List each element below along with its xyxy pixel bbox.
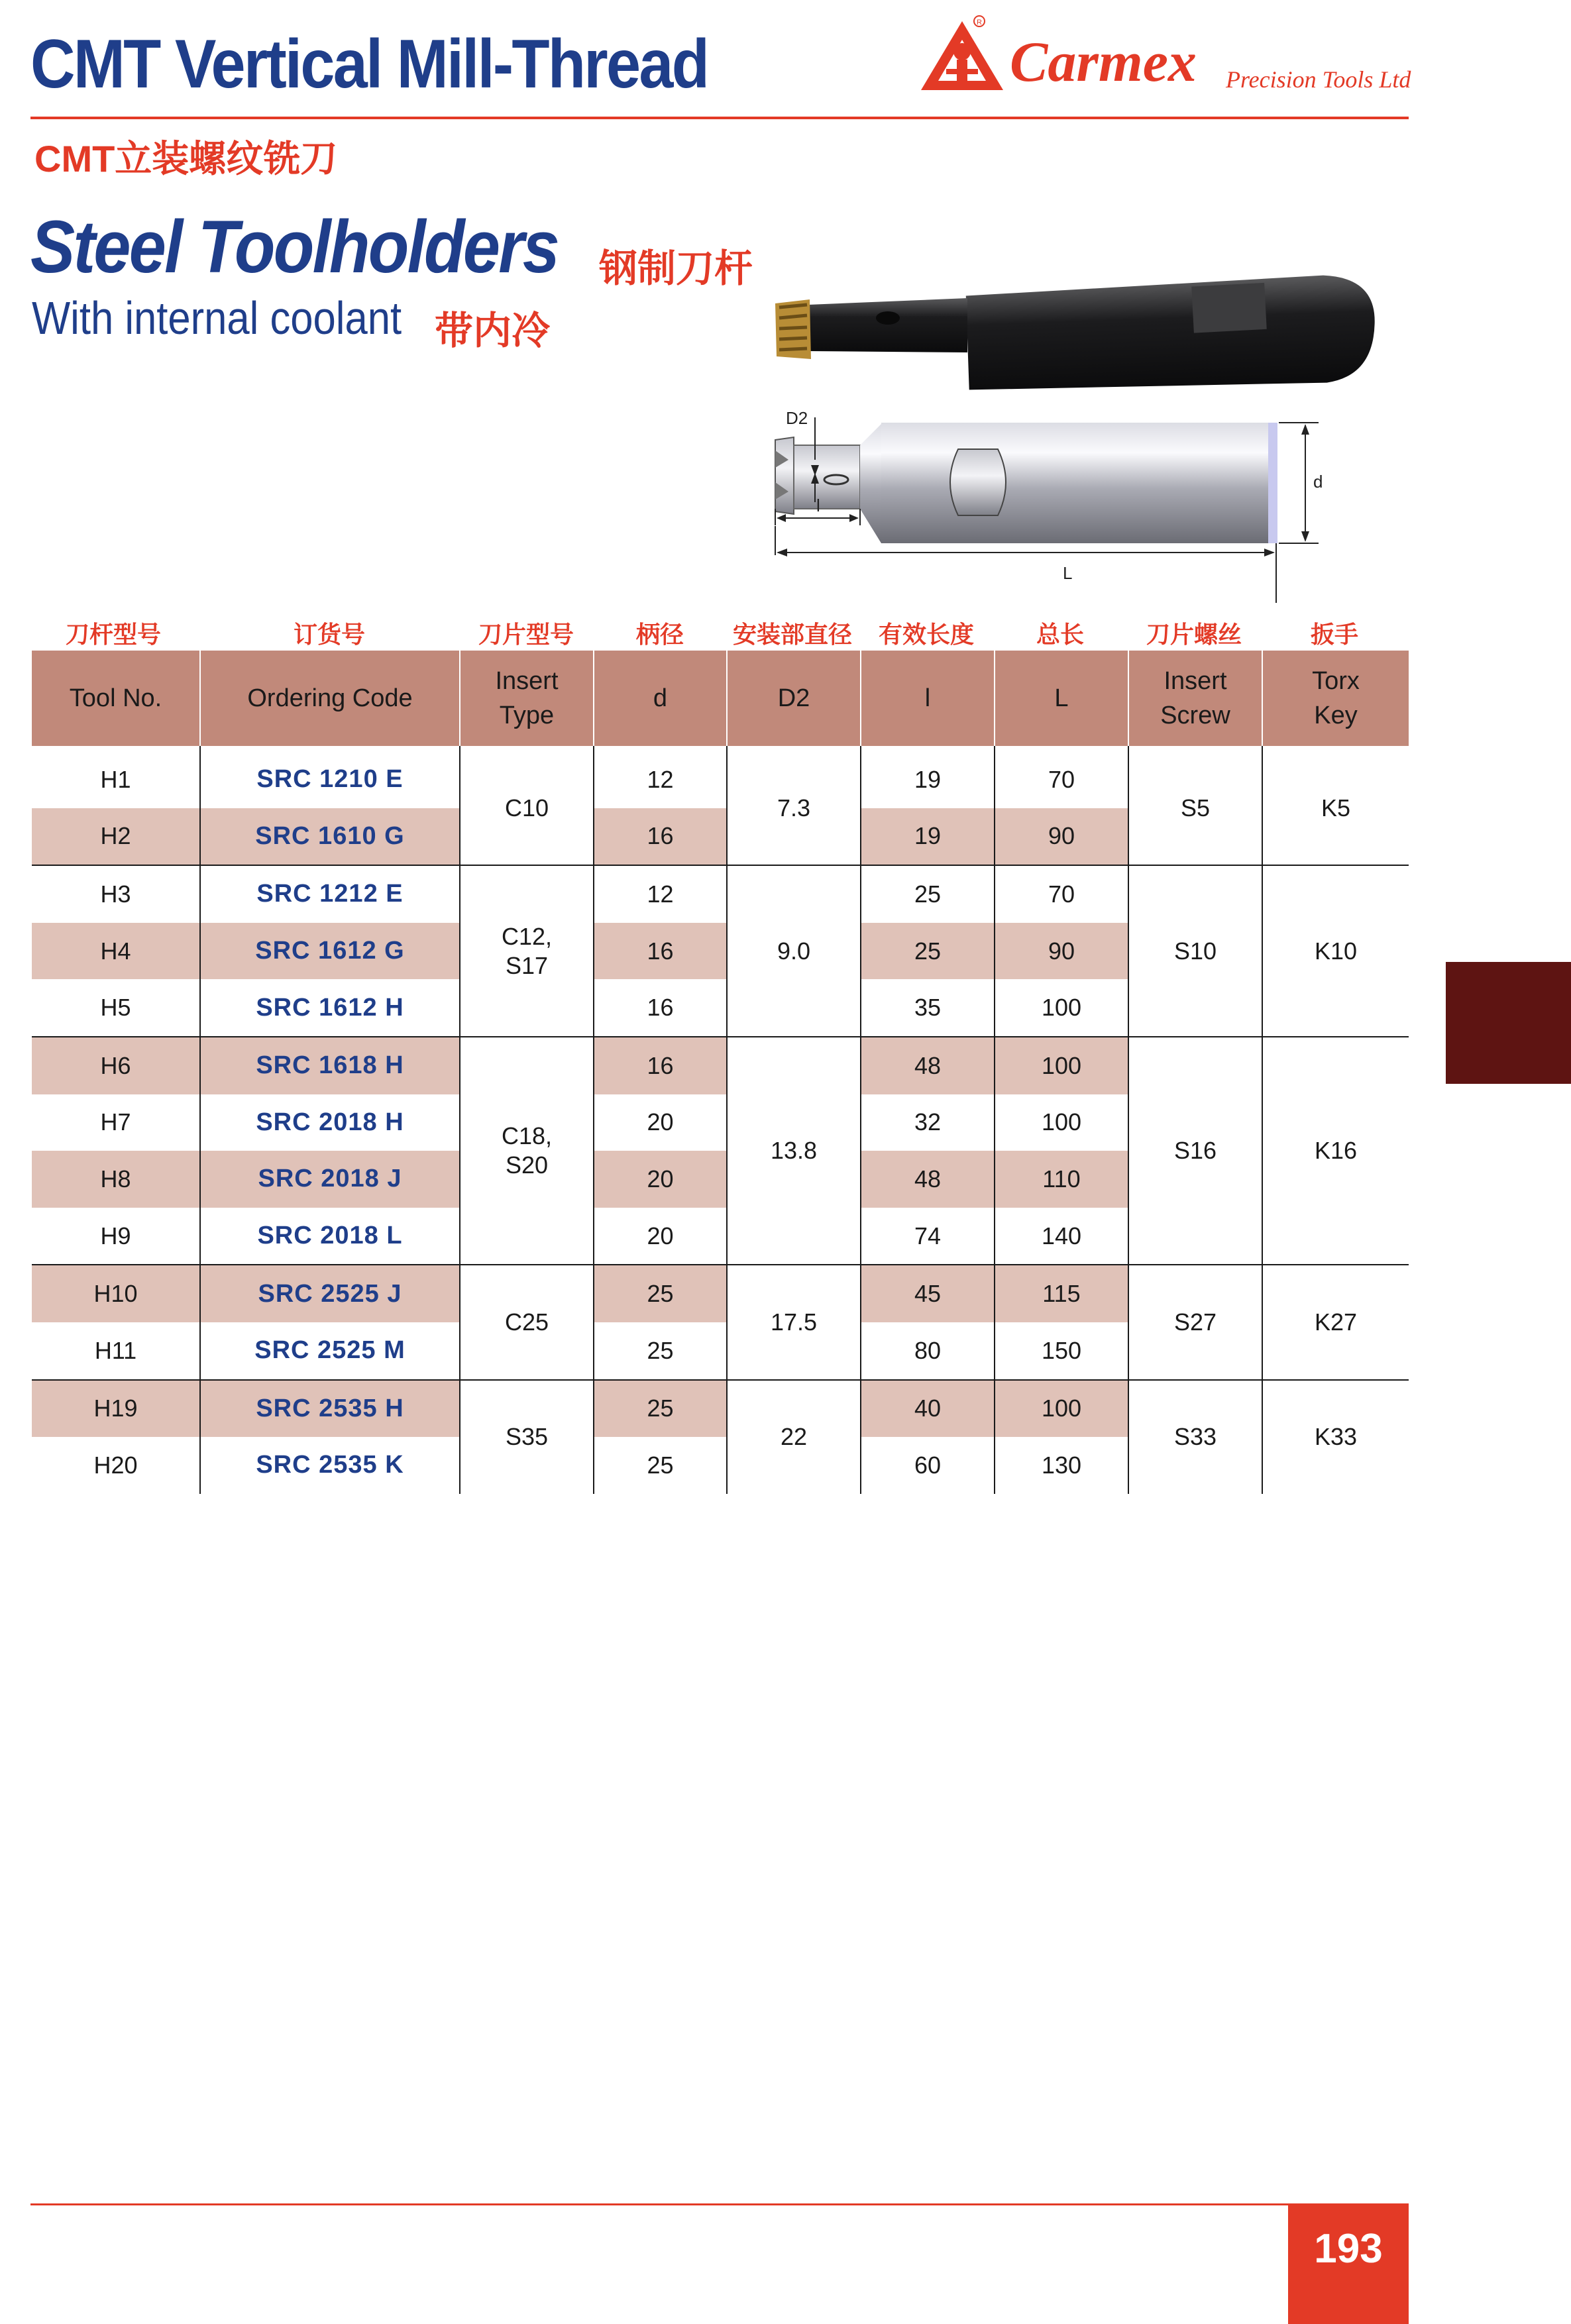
d-cell: 20 <box>594 1094 727 1151</box>
tool-no-cell: H11 <box>94 1336 137 1364</box>
torx-key-cell: K16 <box>1262 1037 1409 1265</box>
ordering-code-cell: SRC 2535 H <box>200 1380 460 1438</box>
d-cell: 12 <box>594 746 727 808</box>
d2-cell: 13.8 <box>727 1037 861 1265</box>
cn-header-torx-key: 扳手 <box>1310 621 1358 648</box>
total-l-cell: 100 <box>995 979 1128 1037</box>
tool-no-cell: H1 <box>100 765 131 793</box>
l-cell: 25 <box>861 865 995 923</box>
header-d2: D2 <box>727 651 861 746</box>
cn-header-tool-no: 刀杆型号 <box>65 621 161 648</box>
table-row <box>32 1265 1409 1322</box>
section-subtitle: With internal coolant <box>32 292 402 344</box>
tool-no-cell: H4 <box>32 923 200 980</box>
toolholder-spec-table <box>32 651 1409 1494</box>
total-l-cell: 150 <box>995 1322 1128 1380</box>
brand-name: Carmex <box>1010 30 1197 93</box>
ordering-code-cell: SRC 1212 E <box>200 865 460 923</box>
tool-no-cell: H2 <box>32 808 200 866</box>
header-ordering-code: Ordering Code <box>200 651 460 746</box>
insert-type-cell: C18, S20 <box>460 1037 594 1265</box>
l-cell: 80 <box>861 1322 995 1380</box>
d-cell: 16 <box>594 808 727 866</box>
l-cell: 25 <box>861 923 995 980</box>
tool-no-cell: H8 <box>32 1151 200 1208</box>
brand-tagline: Precision Tools Ltd. <box>1226 66 1411 93</box>
insert-type-cell: S35 <box>460 1380 594 1494</box>
ordering-code-cell: SRC 1618 H <box>200 1037 460 1094</box>
total-l-cell: 110 <box>995 1151 1128 1208</box>
d-label: d <box>1313 472 1323 492</box>
tool-no-cell: H5 <box>100 994 131 1022</box>
insert-type-cell: C12, S17 <box>460 865 594 1037</box>
header-total-l: L <box>995 651 1128 746</box>
l-cell: 60 <box>861 1437 995 1494</box>
table-row <box>32 746 1409 808</box>
l-cell: 19 <box>861 746 995 808</box>
subtitle-cn: CMT立装螺纹铣刀 <box>34 138 338 180</box>
total-l-cell: 130 <box>995 1437 1128 1494</box>
ordering-code-cell: SRC 2018 J <box>200 1151 460 1208</box>
total-l-cell: 70 <box>995 865 1128 923</box>
l-cell: 45 <box>861 1265 995 1322</box>
l-cell: 19 <box>861 808 995 866</box>
d2-label: D2 <box>786 408 808 428</box>
total-l-cell: 90 <box>995 808 1128 866</box>
section-title: Steel Toolholders <box>30 205 559 288</box>
insert-screw-cell: S16 <box>1128 1037 1262 1265</box>
total-l-cell: 70 <box>995 746 1128 808</box>
title-divider <box>30 117 1409 119</box>
toolholder-photo <box>769 272 1385 394</box>
page-number: 193 <box>1314 2226 1383 2272</box>
total-l-cell: 100 <box>995 1094 1128 1151</box>
table-row <box>32 1037 1409 1094</box>
total-l-cell: 90 <box>995 923 1128 980</box>
d2-cell: 22 <box>727 1380 861 1494</box>
l-total-label: L <box>1063 563 1073 583</box>
d-cell: 20 <box>594 1208 727 1265</box>
l-cell: 74 <box>861 1208 995 1265</box>
tool-no-cell: H6 <box>32 1037 200 1094</box>
torx-key-cell: K10 <box>1262 865 1409 1037</box>
carmex-emblem-icon <box>921 16 1003 90</box>
d2-cell: 17.5 <box>727 1265 861 1379</box>
insert-screw-cell: S10 <box>1128 865 1262 1037</box>
d-cell: 25 <box>594 1322 727 1380</box>
d-cell: 12 <box>594 865 727 923</box>
ordering-code-cell: SRC 1612 H <box>200 979 460 1037</box>
cn-header-d2: 安装部直径 <box>732 621 852 648</box>
d-cell: 25 <box>594 1380 727 1438</box>
tool-no-cell: H3 <box>32 865 200 923</box>
table-header-row <box>32 651 1409 746</box>
tool-no-cell: H20 <box>93 1451 138 1479</box>
ordering-code-cell: SRC 1610 G <box>200 808 460 866</box>
d2-cell: 9.0 <box>727 865 861 1037</box>
tool-no-cell: H19 <box>32 1380 200 1438</box>
l-label: l <box>816 496 820 515</box>
section-title-cn: 钢制刀杆 <box>599 247 753 290</box>
d-cell: 16 <box>594 1037 727 1094</box>
header-insert-type: Insert Type <box>460 651 594 746</box>
total-l-cell: 140 <box>995 1208 1128 1265</box>
l-cell: 32 <box>861 1094 995 1151</box>
carmex-logo <box>916 12 1411 101</box>
insert-screw-cell: S5 <box>1128 746 1262 865</box>
section-subtitle-cn: 带内冷 <box>435 309 551 352</box>
d-cell: 16 <box>594 923 727 980</box>
insert-screw-cell: S27 <box>1128 1265 1262 1379</box>
ordering-code-cell: SRC 2535 K <box>200 1437 460 1494</box>
header-insert-screw: Insert Screw <box>1128 651 1262 746</box>
d-cell: 25 <box>594 1437 727 1494</box>
d-cell: 25 <box>594 1265 727 1322</box>
chapter-side-tab <box>1446 962 1571 1084</box>
cn-header-insert-screw: 刀片螺丝 <box>1146 621 1242 648</box>
toolholder-dimension-drawing <box>762 396 1425 607</box>
d2-cell: 7.3 <box>727 746 861 865</box>
ordering-code-cell: SRC 2018 L <box>200 1208 460 1265</box>
svg-text:R: R <box>977 19 982 26</box>
ordering-code-cell: SRC 2525 M <box>200 1322 460 1380</box>
insert-screw-cell: S33 <box>1128 1380 1262 1494</box>
cn-header-total-l: 总长 <box>1036 621 1084 648</box>
cn-header-insert-type: 刀片型号 <box>478 621 574 648</box>
total-l-cell: 115 <box>995 1265 1128 1322</box>
tool-no-cell: H7 <box>100 1108 131 1136</box>
l-cell: 48 <box>861 1151 995 1208</box>
header-torx-key: Torx Key <box>1262 651 1409 746</box>
cn-header-d: 柄径 <box>635 621 684 648</box>
insert-type-cell: C25 <box>460 1265 594 1379</box>
cn-header-ordering-code: 订货号 <box>293 621 365 648</box>
ordering-code-cell: SRC 2525 J <box>200 1265 460 1322</box>
torx-key-cell: K5 <box>1262 746 1409 865</box>
table-row <box>32 1380 1409 1438</box>
insert-type-cell: C10 <box>460 746 594 865</box>
footer-divider <box>30 2203 1409 2205</box>
d-cell: 16 <box>594 979 727 1037</box>
header-d: d <box>594 651 727 746</box>
total-l-cell: 100 <box>995 1037 1128 1094</box>
table-chinese-headers <box>30 616 1409 651</box>
ordering-code-cell: SRC 2018 H <box>200 1094 460 1151</box>
tool-no-cell: H10 <box>32 1265 200 1322</box>
header-tool-no: Tool No. <box>32 651 200 746</box>
table-row <box>32 865 1409 923</box>
page-number-box <box>1288 2205 1409 2324</box>
l-cell: 48 <box>861 1037 995 1094</box>
l-cell: 40 <box>861 1380 995 1438</box>
page-title: CMT Vertical Mill-Thread <box>30 26 708 103</box>
total-l-cell: 100 <box>995 1380 1128 1438</box>
header-l: l <box>861 651 995 746</box>
ordering-code-cell: SRC 1210 E <box>200 746 460 808</box>
tool-no-cell: H9 <box>100 1222 131 1249</box>
d-cell: 20 <box>594 1151 727 1208</box>
cn-header-l: 有效长度 <box>878 621 974 648</box>
ordering-code-cell: SRC 1612 G <box>200 923 460 980</box>
torx-key-cell: K33 <box>1262 1380 1409 1494</box>
torx-key-cell: K27 <box>1262 1265 1409 1379</box>
l-cell: 35 <box>861 979 995 1037</box>
